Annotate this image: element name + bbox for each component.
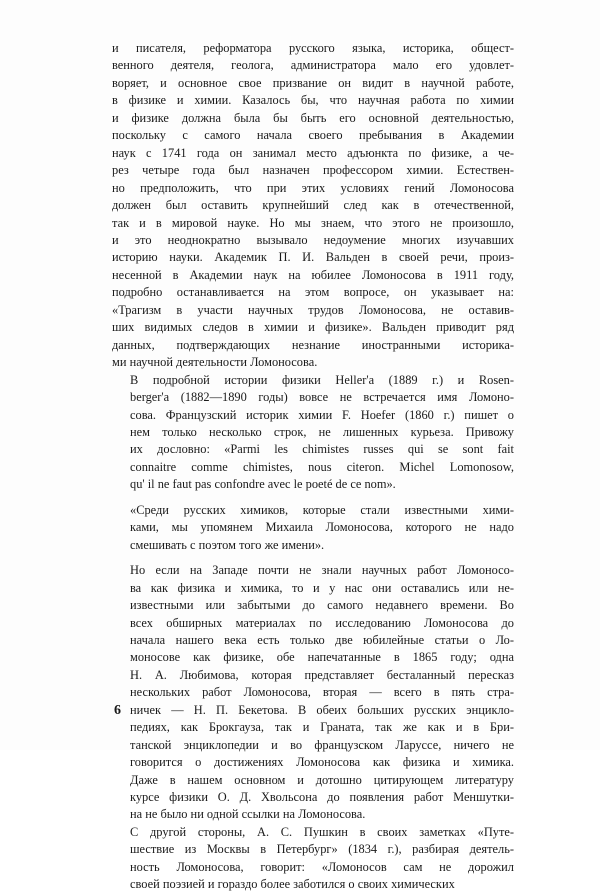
- text-line: «Трагизм в участи научных трудов Ломоносова, не оставив-: [112, 302, 514, 317]
- text-line: курсе физики О. Д. Хвольсона до появления работ Меншутки-: [130, 790, 514, 805]
- text-line: моносове как физике, обе напечатанные в 1865 году; одна: [130, 650, 514, 665]
- text-line: connaitre comme chimistes, nous citeron. Michel Lomonosow,: [130, 459, 514, 474]
- text-line: смешивать с поэтом того же имени».: [130, 537, 325, 552]
- text-line: танской энциклопедии и во французском Ларуссе, ничего не: [130, 737, 514, 752]
- text-line: рез четыре года был назначен профессором химии. Естествен-: [112, 163, 514, 178]
- text-line: Но если на Западе почти не знали научных работ Ломоносо-: [130, 563, 514, 578]
- text-line: на не было ни одной ссылки на Ломоносова.: [130, 807, 366, 822]
- text-line: шествие из Москвы в Петербург» (1834 г.), разбирая деятель-: [130, 842, 514, 857]
- text-line: венного деятеля, геолога, администратора мало его удовлет-: [112, 58, 514, 73]
- text-line: ничек — Н. П. Бекетова. В обеих больших русских энцикло-: [130, 702, 514, 717]
- paragraph-gap: [112, 554, 514, 562]
- text-line: должен был оставить крупнейший след как в отечественной,: [112, 198, 514, 213]
- text-line: своей поэзией и гораздо более заботился о своих химических: [130, 877, 455, 892]
- text-line: известными или забытыми до самого недавнего времени. Во: [130, 598, 514, 613]
- text-line: говорится о достижениях Ломоносова как физика и химика.: [130, 755, 514, 770]
- paragraph: [112, 40, 514, 372]
- text-line: так и в мировой науке. Но мы знаем, что этого не произошло,: [112, 215, 514, 230]
- text-line: ших видимых следов в химии и физике». Вальден приводит ряд: [112, 320, 514, 335]
- text-line: наук с 1741 года он занимал место адъюнкта по физике, а че-: [112, 145, 514, 160]
- text-line: сова. Французский историк химии F. Hoefer (1860 г.) пишет о: [130, 407, 514, 422]
- text-line: В подробной истории физики Heller'a (1889 г.) и Rosen-: [130, 372, 514, 387]
- text-line: воряет, и основное свое призвание он видит в научной работе,: [112, 75, 514, 90]
- text-line: несенной в Академии наук на юбилее Ломоносова в 1911 году,: [112, 267, 514, 282]
- text-line: ва как физика и химика, то и у нас они оставались или не-: [130, 580, 514, 595]
- text-line: всех обширных материалах по исследованию Ломоносова до: [130, 615, 514, 630]
- text-line: педиях, как Брокгауза, так и Граната, так же как и в Бри-: [130, 720, 514, 735]
- paragraph: [112, 502, 514, 554]
- text-line: нем только несколько строк, не лишенных курьеза. Привожу: [130, 424, 514, 439]
- text-line: в физике и химии. Казалось бы, что научная работа по химии: [112, 93, 514, 108]
- text-line: начала нашего века есть только две юбилейные статьи о Ло-: [130, 632, 514, 647]
- text-line: и писателя, реформатора русского языка, историка, общест-: [112, 41, 514, 55]
- text-line: но предположить, что при этих условиях гений Ломоносова: [112, 180, 514, 195]
- paragraph: [112, 824, 514, 894]
- text-line: С другой стороны, А. С. Пушкин в своих заметках «Путе-: [130, 824, 514, 839]
- text-line: историю науки. Академик П. И. Вальден в своей речи, произ-: [112, 250, 514, 265]
- page-number: 6: [114, 703, 121, 718]
- text-line: данных, подтверждающих незнание иностранными историка-: [112, 337, 514, 352]
- paragraph: [112, 372, 514, 494]
- text-line: их дословно: «Parmi les chimistes russes qui se sont fait: [130, 442, 514, 457]
- paragraph: [112, 562, 514, 824]
- text-line: Даже в нашем основном и дотошно цитирующем литературу: [130, 772, 514, 787]
- paragraph-gap: [112, 494, 514, 502]
- body-text: [112, 40, 514, 894]
- text-line: подробно останавливается на этом вопросе, он указывает на:: [112, 285, 514, 300]
- text-line: ками, мы упомянем Михаила Ломоносова, которого не надо: [130, 520, 514, 535]
- text-line: ми научной деятельности Ломоносова.: [112, 355, 318, 370]
- text-line: нескольких работ Ломоносова, вторая — всего в пять стра-: [130, 685, 514, 700]
- text-line: berger'a (1882—1890 годы) вовсе не встречается имя Ломоно-: [130, 390, 514, 405]
- text-line: qu' il ne faut pas confondre avec le poeté de ce nom».: [130, 477, 396, 492]
- text-line: и физике должна была бы быть его основной деятельностью,: [112, 110, 514, 125]
- text-line: Н. А. Любимова, которая представляет бесталанный пересказ: [130, 667, 514, 682]
- text-line: поскольку с самого начала своего пребывания в Академии: [112, 128, 514, 143]
- text-line: и это неоднократно вызывало недоумение многих изучавших: [112, 232, 514, 247]
- text-line: ность Ломоносова, говорит: «Ломоносов сам не дорожил: [130, 859, 514, 874]
- text-line: «Среди русских химиков, которые стали известными хими-: [130, 502, 514, 517]
